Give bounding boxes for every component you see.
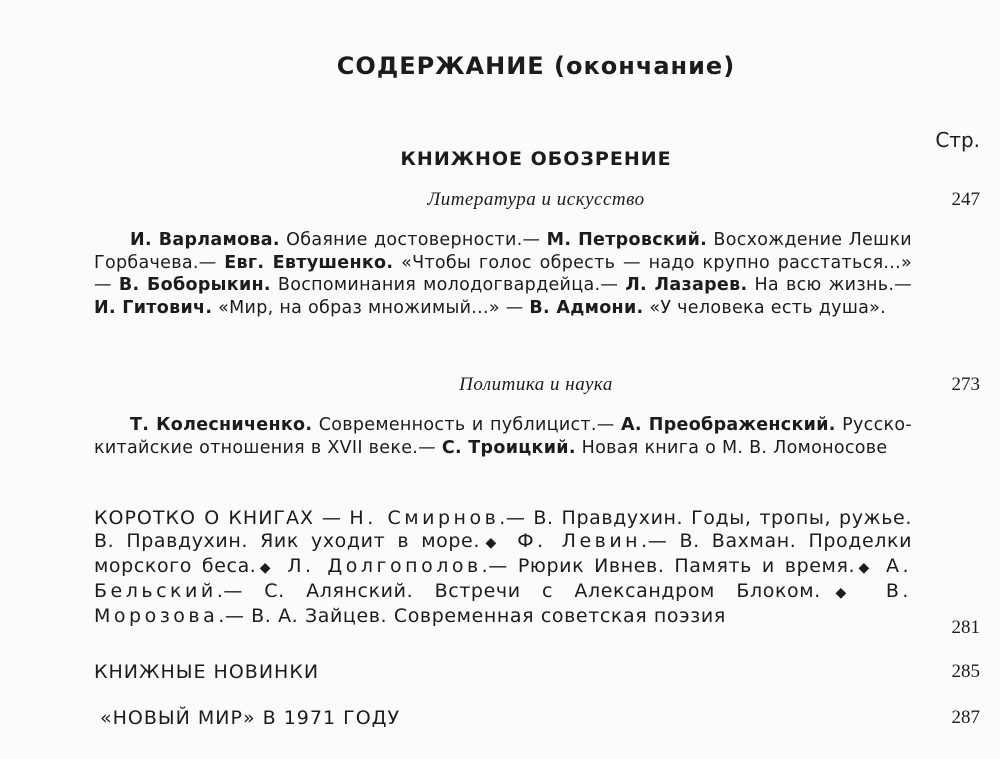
entry-author: Евг. Евтушенко. [224, 252, 394, 273]
diamond-icon: ◆ [256, 560, 275, 576]
page-number-politics: 273 [951, 374, 980, 395]
review-text: .— В. Правдухин. Годы, тропы, ружье. В. Правдухин. Яик уходит в море. [94, 507, 912, 552]
entry-title: «Чтобы голос обресть — надо крупно расстаться...» — [94, 252, 912, 295]
reviewer-name: А. Бельский [94, 555, 912, 602]
reviewer-name: Ф. Левин [502, 530, 642, 552]
entry-author: В. Боборыкин. [118, 275, 271, 295]
review-text: .— В. А. Зайцев. Современная советская поэзия [218, 605, 726, 627]
entry-title: На всю жизнь.— [747, 275, 912, 295]
subsection-title-politics: Политика и наука [459, 374, 613, 395]
entry-author: С. Троицкий. [441, 437, 576, 458]
reviewer-name: Л. Долгополов [274, 555, 482, 577]
entry-title: Восхождение Лешки Горбачева.— [94, 230, 912, 273]
literature-entries [94, 229, 912, 319]
page-number-new-books: 285 [951, 661, 980, 682]
page-column-label: Стр. [935, 128, 980, 152]
entry-author: И. Гитович. [94, 297, 213, 318]
politics-entries [94, 414, 912, 459]
reviewer-name: Н. Смирнов [349, 507, 500, 529]
entry-title: Русско-китайские отношения в XVII веке.— [94, 415, 912, 458]
reviewer-name: В. Морозова [94, 580, 912, 627]
entry-title: «Мир, на образ множимый...» — [212, 297, 530, 318]
entry-author: В. Адмони. [529, 297, 644, 318]
page-number-short-reviews: 281 [951, 617, 980, 638]
dash: — [314, 507, 350, 529]
short-reviews [94, 507, 912, 628]
entry-title: Современность и публицист.— [312, 415, 622, 435]
entry-title: Воспоминания молодогвардейца.— [270, 275, 626, 295]
entry-author: И. Варламова. [130, 230, 280, 250]
entry-title: Обаяние достоверности.— [279, 230, 547, 250]
entry-author: Л. Лазарев. [625, 275, 748, 295]
entry-author: М. Петровский. [546, 230, 708, 250]
entry-author: Т. Колесниченко. [130, 415, 313, 435]
review-text: .— Рюрик Ивнев. Память и время. [481, 555, 856, 577]
page-number-literature: 247 [951, 189, 980, 210]
entry-title: «У человека есть душа». [643, 297, 887, 318]
section-title: КНИЖНОЕ ОБОЗРЕНИЕ [400, 148, 672, 170]
diamond-icon: ◆ [820, 585, 862, 601]
novy-mir-title: «НОВЫЙ МИР» В 1971 ГОДУ [100, 707, 401, 729]
entry-author: А. Преображенский. [621, 415, 836, 435]
review-text: .— С. Алянский. Встречи с Александром Блоком. [216, 580, 821, 602]
page-number-novy-mir: 287 [951, 707, 980, 728]
page-title: СОДЕРЖАНИЕ (окончание) [336, 52, 736, 80]
subsection-title-literature: Литература и искусство [427, 189, 645, 210]
new-books-title: КНИЖНЫЕ НОВИНКИ [94, 661, 320, 683]
diamond-icon: ◆ [855, 560, 874, 576]
entry-title: Новая книга о М. В. Ломоносове [575, 437, 888, 458]
short-reviews-heading: КОРОТКО О КНИГАХ [94, 507, 315, 529]
review-text: .— В. Вахман. Проделки морского беса. [94, 530, 913, 577]
diamond-icon: ◆ [480, 535, 503, 551]
